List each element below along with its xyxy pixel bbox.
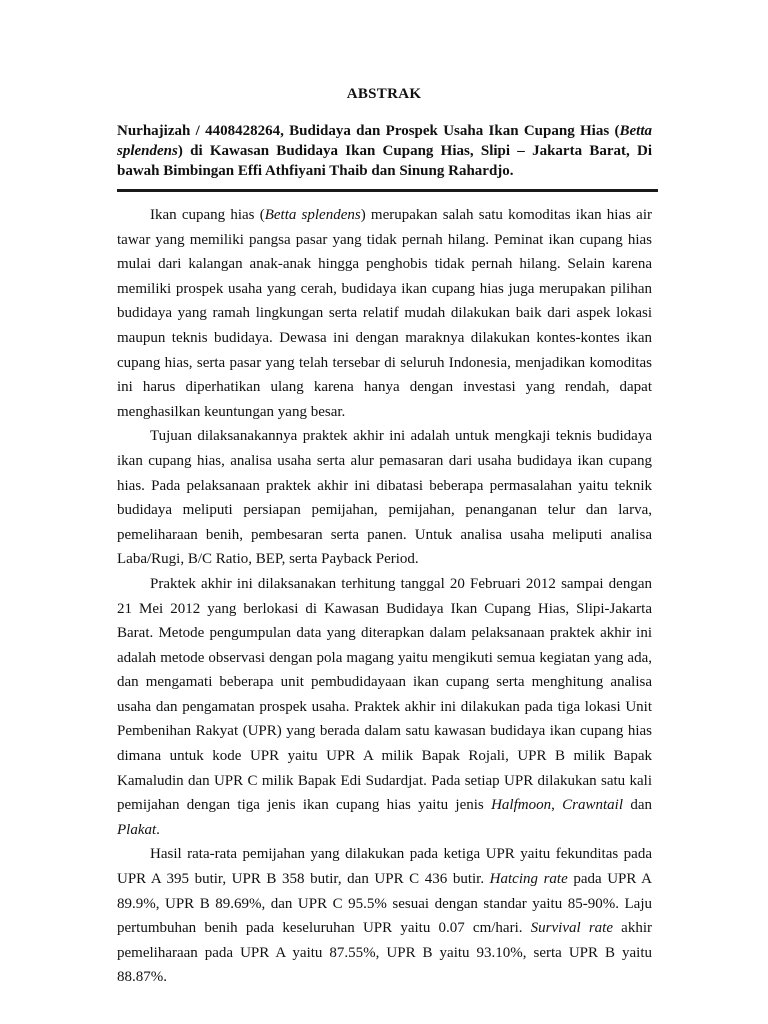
paragraph-3-type-crawntail: Crawntail <box>562 797 624 814</box>
header-text-a: Nurhajizah / 4408428264, Budidaya dan Prospek Usaha Ikan Cupang Hias ( <box>117 123 620 139</box>
header-text-b: ) di Kawasan Budidaya Ikan Cupang Hias, Slipi – Jakarta Barat, Di bawah Bimbingan Effi Athfiyani Thaib dan Sinung Rahardjo. <box>117 143 652 179</box>
paragraph-3-text-a: Praktek akhir ini dilaksanakan terhitung tanggal 20 Februari 2012 sampai dengan 21 Mei 2012 yang berlokasi di Kawasan Budidaya Ikan Cupang Hias, Slipi-Jakarta Barat. Metode pengumpulan data yang diterapkan dalam pelaksanaan praktek akhir ini adalah metode observasi dengan pola magang yaitu mengikuti semua kegiatan yang ada, dan mengamati beberapa unit pembudidayaan ikan cupang serta menghitung analisa usaha dan pengamatan prospek usaha. Praktek akhir ini dilakukan pada tiga lokasi Unit Pembenihan Rakyat (UPR) yang berada dalam satu kawasan budidaya ikan cupang hias dimana untuk kode UPR yaitu UPR A milik Bapak Rojali, UPR B milik Bapak Kamaludin dan UPR C milik Bapak Edi Sudardjat. Pada setiap UPR dilakukan satu kali pemijahan dengan tiga jenis ikan cupang hias yaitu jenis <box>117 575 652 814</box>
paragraph-1-species-name: Betta splendens <box>264 207 361 223</box>
paragraph-4 <box>117 842 652 990</box>
paragraph-4-term-survival-rate: Survival rate <box>530 920 613 937</box>
paragraph-1 <box>117 203 652 424</box>
paragraph-3 <box>117 572 652 843</box>
header-species-name: Betta splendens <box>117 123 652 159</box>
paragraph-3-sep-1: , <box>551 797 563 814</box>
paragraph-1-text-b: ) merupakan salah satu komoditas ikan hias air tawar yang memiliki pangsa pasar yang tidak pernah hilang. Peminat ikan cupang hias mulai dari kalangan anak-anak hingga penghobis tidak pernah hilang. Selain karena memiliki prospek usaha yang cerah, budidaya ikan cupang hias juga merupakan pilihan budidaya yang ramah lingkungan serta relatif mudah dilakukan baik dari aspek lokasi maupun teknis budidaya. Dewasa ini dengan maraknya dilakukan kontes-kontes ikan cupang hias, serta pasar yang telah tersebar di seluruh Indonesia, menjadikan komoditas ini harus diperhatikan ulang karena hanya dengan investasi yang rendah, dapat menghasilkan keuntungan yang besar. <box>117 207 652 420</box>
paragraph-3-type-plakat: Plakat <box>117 821 157 838</box>
page-title: ABSTRAK <box>346 86 422 102</box>
abstract-body <box>117 203 652 990</box>
paragraph-4-text-a: Hasil rata-rata pemijahan yang dilakukan pada ketiga UPR yaitu fekunditas pada UPR A 395 butir, UPR B 358 butir, dan UPR C 436 butir. <box>117 846 652 888</box>
paragraph-4-text-b: pada UPR A 89.9%, UPR B 89.69%, dan UPR C 95.5% sesuai dengan standar yaitu 85-90%. Laju pertumbuhan benih pada keseluruhan UPR yaitu 0.07 cm/hari. <box>117 871 652 937</box>
paragraph-1-text-a: Ikan cupang hias ( <box>150 207 265 223</box>
paragraph-3-type-halfmoon: Halfmoon <box>491 797 552 814</box>
paragraph-3-end: . <box>156 821 160 838</box>
header-divider <box>117 189 658 192</box>
paragraph-3-sep-2: dan <box>623 797 652 814</box>
paragraph-4-text-c: akhir pemeliharaan pada UPR A yaitu 87.55%, UPR B yaitu 93.10%, serta UPR B yaitu 88.87%. <box>117 920 652 986</box>
abstract-header <box>117 121 652 181</box>
paragraph-2: Tujuan dilaksanakannya praktek akhir ini adalah untuk mengkaji teknis budidaya ikan cupang hias, analisa usaha serta alur pemasaran dari usaha budidaya ikan cupang hias. Pada pelaksanaan praktek akhir ini dibatasi beberapa permasalahan yaitu teknik budidaya meliputi persiapan pemijahan, pemijahan, penanganan telur dan larva, pemeliharaan benih, pembesaran serta panen. Untuk analisa usaha meliputi analisa Laba/Rugi, B/C Ratio, BEP, serta Payback Period. <box>117 428 652 568</box>
paragraph-4-term-hatcing-rate: Hatcing rate <box>489 871 568 888</box>
